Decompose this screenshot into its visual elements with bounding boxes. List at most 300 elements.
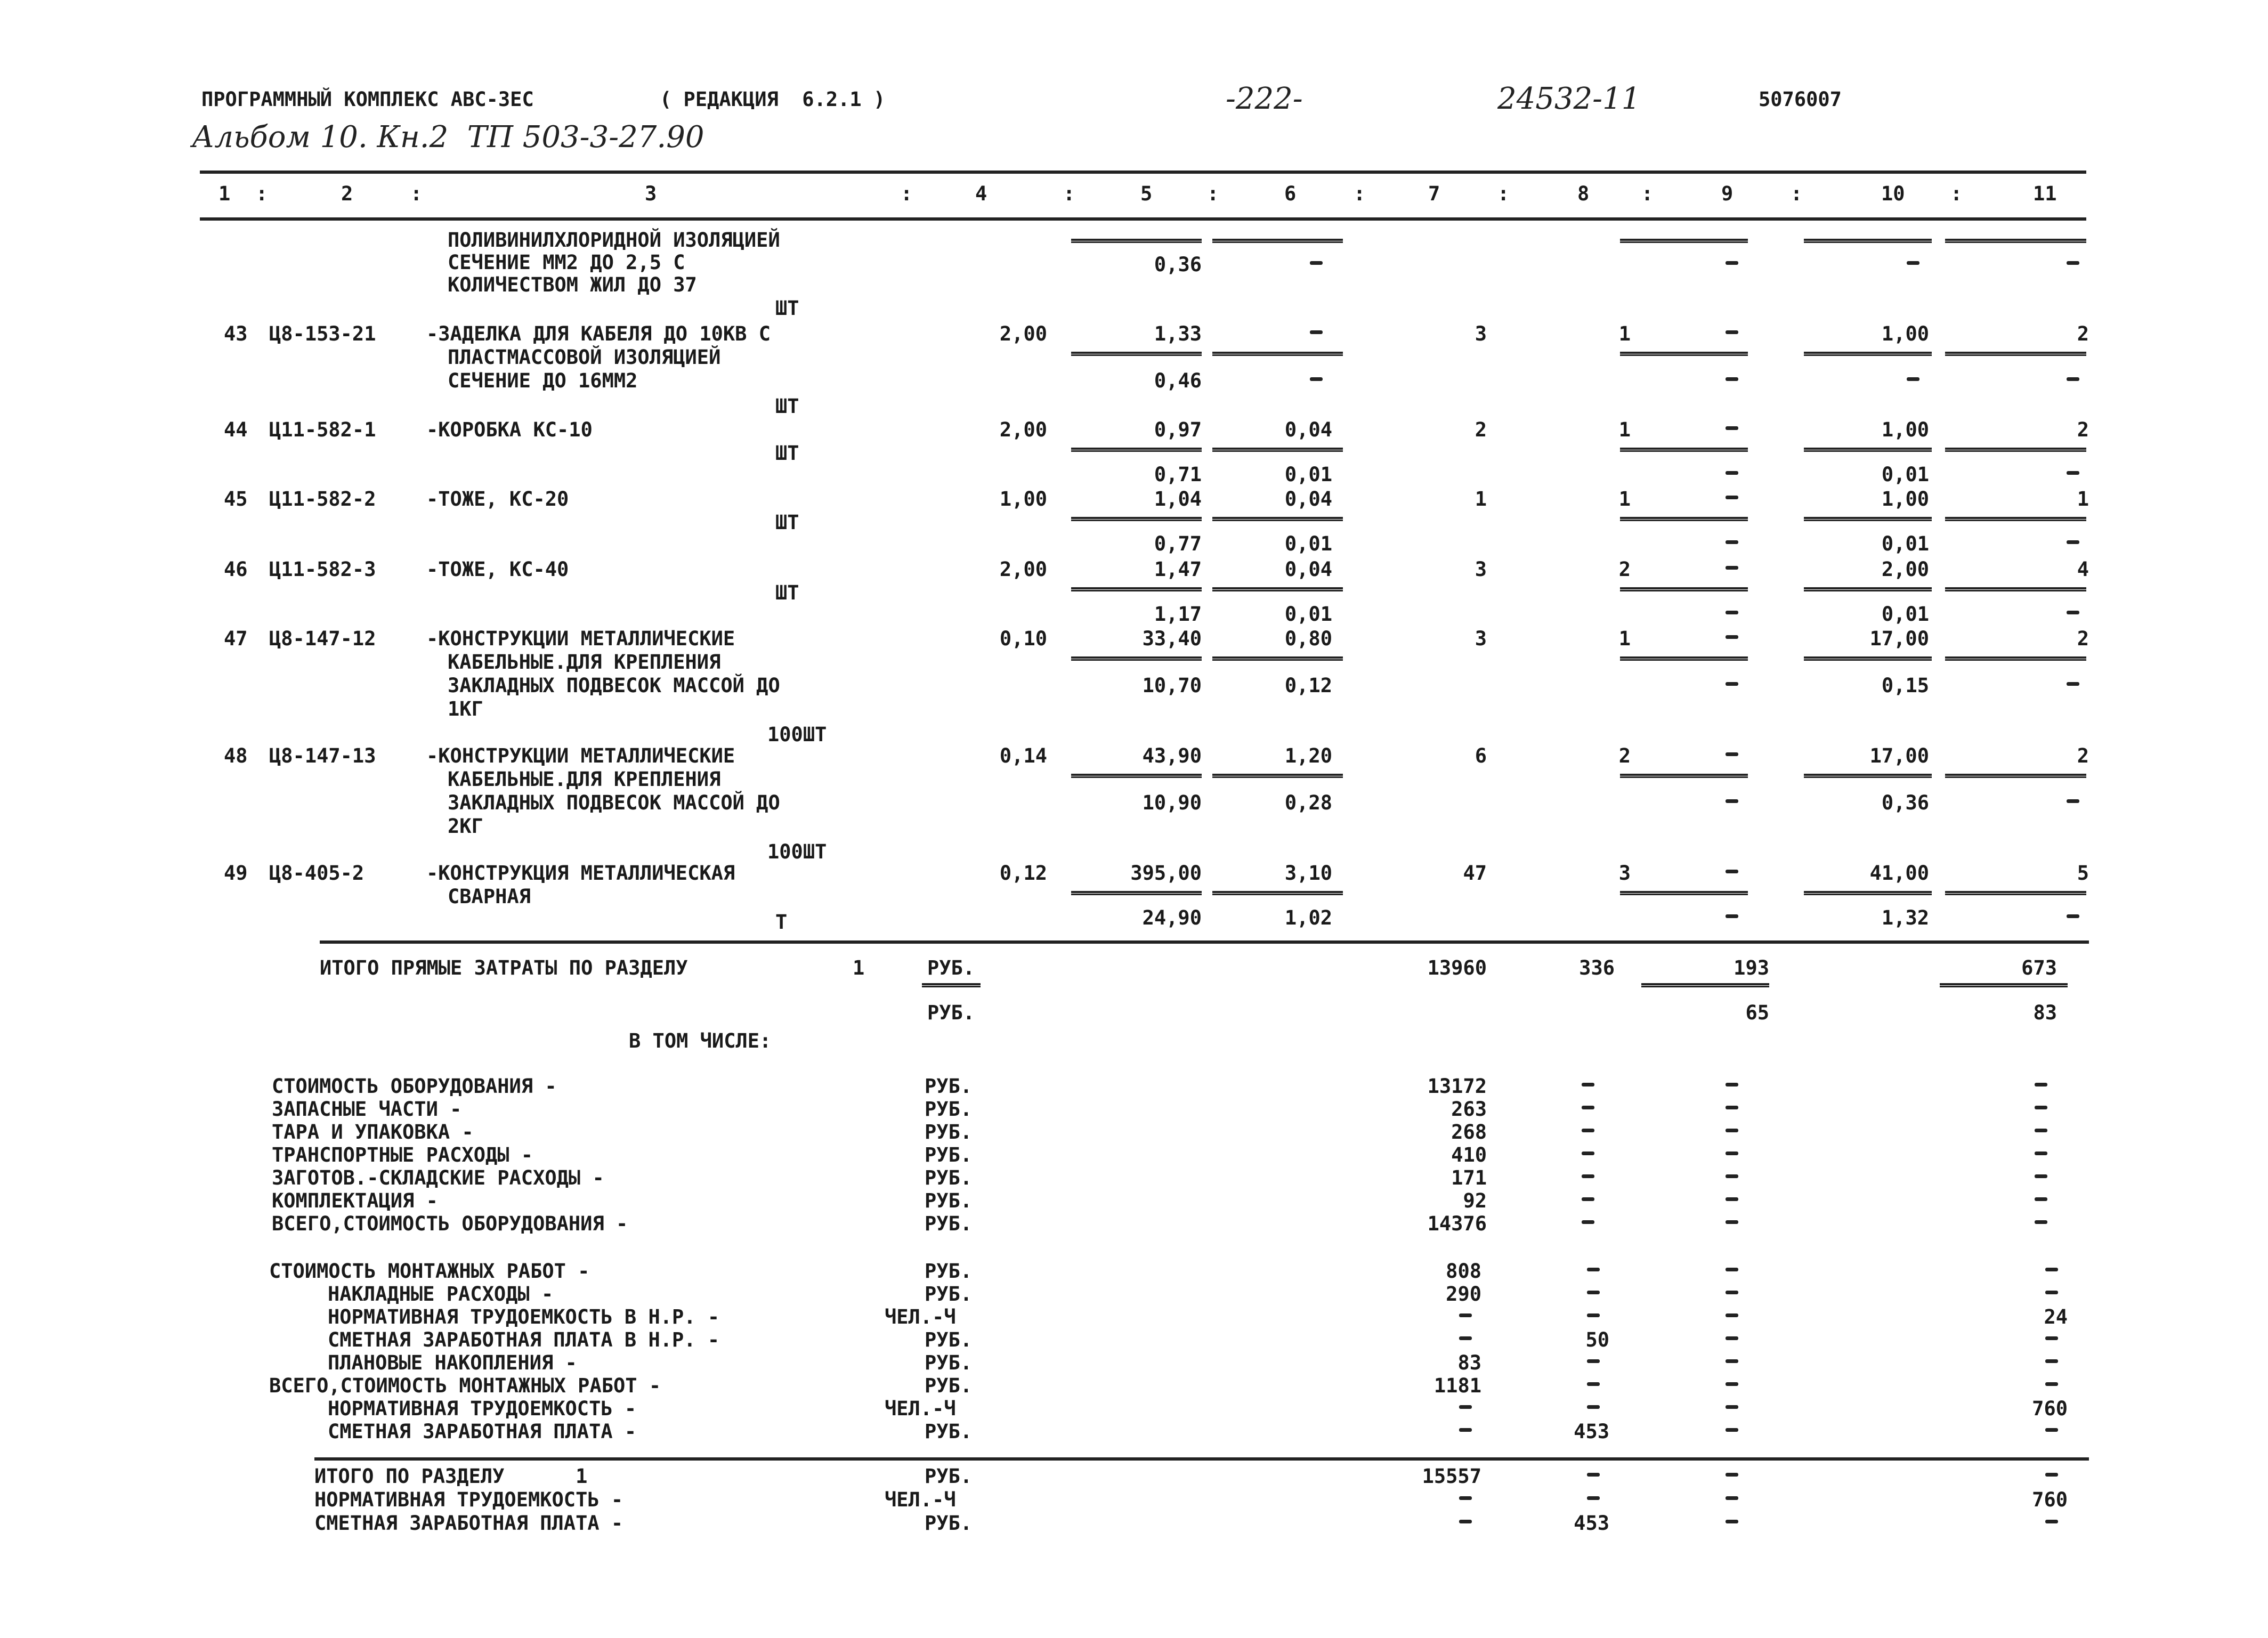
col7-value: 3 <box>1475 627 1487 650</box>
col6-secondary: 0,28 <box>1284 791 1332 814</box>
direct-costs-col9: 193 <box>1734 956 1769 979</box>
col11-dash <box>2035 1220 2047 1224</box>
installation-col8 <box>1587 1359 1600 1363</box>
col10-secondary: 0,15 <box>1881 674 1929 697</box>
value-rule <box>1945 448 2086 452</box>
equipment-label: ТРАНСПОРТНЫЕ РАСХОДЫ - <box>272 1144 533 1166</box>
col6-value: 0,04 <box>1284 418 1332 441</box>
row-code: Ц8-147-12 <box>269 627 376 650</box>
installation-unit: РУБ. <box>925 1283 973 1305</box>
equipment-label: ЗАПАСНЫЕ ЧАСТИ - <box>272 1098 462 1121</box>
installation-col7 <box>1459 1313 1472 1317</box>
value-rule <box>1071 891 1202 895</box>
col9-dash <box>1726 1174 1738 1178</box>
installation-col11 <box>2045 1268 2058 1271</box>
col10-secondary <box>1907 261 1919 265</box>
column-number: 5 <box>1140 182 1153 205</box>
col5-value: 43,90 <box>1142 744 1202 767</box>
installation-unit: РУБ. <box>925 1374 973 1397</box>
installation-unit: РУБ. <box>925 1260 973 1283</box>
equipment-unit: РУБ. <box>925 1098 973 1121</box>
col10-value: 17,00 <box>1869 627 1929 650</box>
row-number: 43 <box>224 322 248 345</box>
item-name-line: СВАРНАЯ <box>448 885 531 908</box>
item-name-line: ЗАКЛАДНЫХ ПОДВЕСОК МАССОЙ ДО <box>448 791 780 814</box>
value-rule <box>1620 239 1748 243</box>
value-rule <box>1804 656 1932 661</box>
col5-secondary: 0,46 <box>1154 369 1202 392</box>
equipment-col7: 268 <box>1451 1121 1487 1144</box>
col7-value: 6 <box>1475 744 1487 767</box>
item-name-line: ЗАКЛАДНЫХ ПОДВЕСОК МАССОЙ ДО <box>448 674 780 697</box>
column-separator: : <box>1950 182 1963 205</box>
value-rule <box>1945 352 2086 356</box>
column-number: 4 <box>975 182 987 205</box>
item-name-line: ПЛАСТМАССОВОЙ ИЗОЛЯЦИЕЙ <box>448 346 721 369</box>
item-unit: 100ШТ <box>767 723 827 746</box>
value-rule <box>1620 587 1748 591</box>
installation-col7: 83 <box>1457 1351 1481 1374</box>
item-name-line: -КОРОБКА КС-10 <box>426 418 593 441</box>
direct-costs-col9-b: 65 <box>1745 1001 1769 1024</box>
installation-col11 <box>2045 1382 2058 1386</box>
installation-label: ПЛАНОВЫЕ НАКОПЛЕНИЯ - <box>328 1351 577 1374</box>
section-total-col7 <box>1459 1520 1472 1523</box>
item-name-line: КАБЕЛЬНЫЕ.ДЛЯ КРЕПЛЕНИЯ <box>448 651 721 674</box>
col9-value <box>1726 635 1738 639</box>
value-rule <box>1945 774 2086 778</box>
col9-dash <box>1726 1268 1738 1271</box>
col11-secondary <box>2067 377 2079 381</box>
direct-costs-currency: РУБ. <box>927 956 975 979</box>
col8-value: 2 <box>1618 744 1631 767</box>
col9-value <box>1726 426 1738 430</box>
col9-dash <box>1726 1313 1738 1317</box>
col10-value: 1,00 <box>1881 418 1929 441</box>
document-number: 24532-11 <box>1497 82 1641 116</box>
col5-secondary: 10,90 <box>1142 791 1202 814</box>
value-rule <box>1212 352 1343 356</box>
value-rule <box>1945 517 2086 521</box>
equipment-col7: 263 <box>1451 1098 1487 1121</box>
col9-dash <box>1726 1106 1738 1109</box>
col11-value: 1 <box>2077 488 2089 510</box>
installation-col7 <box>1459 1336 1472 1340</box>
col11-value: 2 <box>2077 322 2089 345</box>
installation-col8: 50 <box>1585 1328 1609 1351</box>
col8-dash <box>1582 1174 1594 1178</box>
col11-dash <box>2035 1197 2047 1201</box>
column-separator: : <box>410 182 423 205</box>
value-rule <box>1212 774 1343 778</box>
col6-value <box>1310 330 1323 334</box>
item-name-line: КОЛИЧЕСТВОМ ЖИЛ ДО 37 <box>448 273 697 296</box>
section-total-col11: 760 <box>2032 1488 2068 1511</box>
col5-secondary: 24,90 <box>1142 906 1202 929</box>
column-number: 3 <box>645 182 657 205</box>
document-code: 5076007 <box>1759 88 1842 111</box>
value-rule <box>1212 587 1343 591</box>
item-name-line: 2КГ <box>448 815 483 838</box>
col9-secondary <box>1726 377 1738 381</box>
col11-secondary <box>2067 611 2079 614</box>
installation-unit: ЧЕЛ.-Ч <box>885 1305 956 1328</box>
installation-col7 <box>1459 1405 1472 1409</box>
value-rule <box>1804 239 1932 243</box>
equipment-label: КОМПЛЕКТАЦИЯ - <box>272 1189 438 1212</box>
col10-secondary: 0,01 <box>1881 603 1929 626</box>
col7-value: 3 <box>1475 558 1487 581</box>
installation-col11: 760 <box>2032 1397 2068 1420</box>
col8-dash <box>1582 1106 1594 1109</box>
qty-value: 2,00 <box>999 322 1047 345</box>
installation-unit: РУБ. <box>925 1420 973 1443</box>
col8-dash <box>1582 1220 1594 1224</box>
row-code: Ц8-405-2 <box>269 862 365 885</box>
value-rule <box>1804 352 1932 356</box>
col10-value: 1,00 <box>1881 488 1929 510</box>
value-rule <box>1620 891 1748 895</box>
section-total-unit: РУБ. <box>925 1512 973 1535</box>
col6-value: 3,10 <box>1284 862 1332 885</box>
value-rule <box>1071 517 1202 521</box>
column-separator: : <box>1063 182 1075 205</box>
col9-value <box>1726 566 1738 570</box>
item-unit: 100ШТ <box>767 840 827 863</box>
installation-col8 <box>1587 1268 1600 1271</box>
totals-top-rule <box>320 940 2089 944</box>
row-number: 47 <box>224 627 248 650</box>
section-total-col7: 15557 <box>1422 1465 1481 1488</box>
section-total-unit: ЧЕЛ.-Ч <box>885 1488 956 1511</box>
equipment-col7: 92 <box>1463 1189 1487 1212</box>
value-rule <box>1945 891 2086 895</box>
value-rule <box>1804 448 1932 452</box>
direct-costs-col8: 336 <box>1579 956 1615 979</box>
col5-value: 395,00 <box>1130 862 1202 885</box>
item-name-line: -ЗАДЕЛКА ДЛЯ КАБЕЛЯ ДО 10КВ С <box>426 322 771 345</box>
col8-value: 1 <box>1618 488 1631 510</box>
col9-value <box>1726 496 1738 499</box>
header-top-rule <box>200 171 2086 174</box>
item-name-line: КАБЕЛЬНЫЕ.ДЛЯ КРЕПЛЕНИЯ <box>448 768 721 791</box>
direct-costs-section: 1 <box>853 956 865 979</box>
col11-value: 2 <box>2077 627 2089 650</box>
installation-col8 <box>1587 1405 1600 1409</box>
col11-total-rule <box>1940 983 2068 987</box>
col11-secondary <box>2067 471 2079 475</box>
col11-secondary <box>2067 540 2079 544</box>
direct-costs-label: ИТОГО ПРЯМЫЕ ЗАТРАТЫ ПО РАЗДЕЛУ <box>320 956 688 979</box>
value-rule <box>1804 587 1932 591</box>
section-total-col8 <box>1587 1496 1600 1500</box>
col8-value: 2 <box>1618 558 1631 581</box>
item-name-line: -КОНСТРУКЦИИ МЕТАЛЛИЧЕСКИЕ <box>426 744 735 767</box>
equipment-unit: РУБ. <box>925 1075 973 1098</box>
installation-label: СТОИМОСТЬ МОНТАЖНЫХ РАБОТ - <box>269 1260 590 1283</box>
installation-label: НАКЛАДНЫЕ РАСХОДЫ - <box>328 1283 554 1305</box>
col9-value <box>1726 330 1738 334</box>
value-rule <box>1071 239 1202 243</box>
direct-costs-col11: 673 <box>2021 956 2057 979</box>
item-name-line: СЕЧЕНИЕ ММ2 ДО 2,5 С <box>448 251 685 274</box>
currency-underline <box>922 983 981 987</box>
value-rule <box>1071 774 1202 778</box>
col8-dash <box>1582 1197 1594 1201</box>
col11-value: 2 <box>2077 418 2089 441</box>
equipment-unit: РУБ. <box>925 1212 973 1235</box>
col8-value: 3 <box>1618 862 1631 885</box>
equipment-label: СТОИМОСТЬ ОБОРУДОВАНИЯ - <box>272 1075 557 1098</box>
installation-unit: РУБ. <box>925 1328 973 1351</box>
col9-secondary <box>1726 261 1738 265</box>
col7-value: 1 <box>1475 488 1487 510</box>
col11-secondary <box>2067 799 2079 803</box>
equipment-label: ЗАГОТОВ.-СКЛАДСКИЕ РАСХОДЫ - <box>272 1166 604 1189</box>
direct-costs-currency-2: РУБ. <box>927 1001 975 1024</box>
col11-dash <box>2035 1174 2047 1178</box>
installation-label: ВСЕГО,СТОИМОСТЬ МОНТАЖНЫХ РАБОТ - <box>269 1374 661 1397</box>
equipment-unit: РУБ. <box>925 1121 973 1144</box>
column-number: 9 <box>1721 182 1734 205</box>
row-code: Ц11-582-2 <box>269 488 376 510</box>
col9-dash <box>1726 1382 1738 1386</box>
value-rule <box>1620 517 1748 521</box>
col9-dash <box>1726 1405 1738 1409</box>
including-heading: В ТОМ ЧИСЛЕ: <box>629 1029 772 1052</box>
col6-value: 1,20 <box>1284 744 1332 767</box>
installation-col11 <box>2045 1291 2058 1294</box>
installation-label: СМЕТНАЯ ЗАРАБОТНАЯ ПЛАТА - <box>328 1420 637 1443</box>
column-number: 2 <box>341 182 353 205</box>
col9-value <box>1726 752 1738 756</box>
installation-col8: 453 <box>1574 1420 1609 1443</box>
section-total-col8 <box>1587 1473 1600 1477</box>
equipment-unit: РУБ. <box>925 1144 973 1166</box>
header-bottom-rule <box>200 217 2086 221</box>
col10-secondary: 0,01 <box>1881 532 1929 555</box>
col9-dash <box>1726 1129 1738 1132</box>
installation-unit: ЧЕЛ.-Ч <box>885 1397 956 1420</box>
col9-dash <box>1726 1220 1738 1224</box>
col11-secondary <box>2067 261 2079 265</box>
installation-col11: 24 <box>2044 1305 2068 1328</box>
program-title: ПРОГРАММНЫЙ КОМПЛЕКС АВС-3ЕС <box>201 88 534 111</box>
col9-value <box>1726 870 1738 873</box>
col9-dash <box>1726 1291 1738 1294</box>
col6-secondary: 0,01 <box>1284 532 1332 555</box>
qty-value: 2,00 <box>999 558 1047 581</box>
row-number: 45 <box>224 488 248 510</box>
installation-unit: РУБ. <box>925 1351 973 1374</box>
column-separator: : <box>1354 182 1366 205</box>
col9-secondary <box>1726 471 1738 475</box>
col8-value: 1 <box>1618 627 1631 650</box>
qty-value: 1,00 <box>999 488 1047 510</box>
value-rule <box>1620 448 1748 452</box>
value-rule <box>1071 352 1202 356</box>
item-name-line: -КОНСТРУКЦИИ МЕТАЛЛИЧЕСКИЕ <box>426 627 735 650</box>
col6-secondary: 1,02 <box>1284 906 1332 929</box>
installation-col7: 808 <box>1446 1260 1481 1283</box>
row-number: 49 <box>224 862 248 885</box>
column-separator: : <box>1207 182 1219 205</box>
equipment-label: ВСЕГО,СТОИМОСТЬ ОБОРУДОВАНИЯ - <box>272 1212 628 1235</box>
installation-col11 <box>2045 1428 2058 1432</box>
installation-col11 <box>2045 1336 2058 1340</box>
direct-costs-col11-b: 83 <box>2033 1001 2057 1024</box>
item-name-line: 1КГ <box>448 698 483 720</box>
page-number: -222- <box>1226 82 1303 116</box>
qty-value: 0,14 <box>999 744 1047 767</box>
row-code: Ц11-582-3 <box>269 558 376 581</box>
col9-dash <box>1726 1496 1738 1500</box>
col6-secondary <box>1310 261 1323 265</box>
col5-value: 0,97 <box>1154 418 1202 441</box>
column-number: 7 <box>1428 182 1440 205</box>
col11-secondary <box>2067 914 2079 918</box>
col11-value: 2 <box>2077 744 2089 767</box>
col5-secondary: 1,17 <box>1154 603 1202 626</box>
installation-col8 <box>1587 1313 1600 1317</box>
col5-value: 1,33 <box>1154 322 1202 345</box>
edition-label: ( РЕДАКЦИЯ 6.2.1 ) <box>660 88 886 111</box>
section-total-label: ИТОГО ПО РАЗДЕЛУ 1 <box>314 1465 588 1488</box>
value-rule <box>1620 656 1748 661</box>
col10-secondary <box>1907 377 1919 381</box>
value-rule <box>1945 656 2086 661</box>
value-rule <box>1212 239 1343 243</box>
item-name-line: СЕЧЕНИЕ ДО 16ММ2 <box>448 369 638 392</box>
equipment-unit: РУБ. <box>925 1189 973 1212</box>
installation-label: НОРМАТИВНАЯ ТРУДОЕМКОСТЬ - <box>328 1397 637 1420</box>
value-rule <box>1071 587 1202 591</box>
col11-value: 5 <box>2077 862 2089 885</box>
col10-value: 1,00 <box>1881 322 1929 345</box>
col6-value: 0,04 <box>1284 488 1332 510</box>
column-number: 11 <box>2033 182 2057 205</box>
equipment-col7: 171 <box>1451 1166 1487 1189</box>
column-number: 1 <box>218 182 231 205</box>
col10-value: 41,00 <box>1869 862 1929 885</box>
section-total-col11 <box>2045 1473 2058 1477</box>
equipment-unit: РУБ. <box>925 1166 973 1189</box>
equipment-col7: 410 <box>1451 1144 1487 1166</box>
col8-dash <box>1582 1083 1594 1086</box>
column-separator: : <box>1791 182 1803 205</box>
value-rule <box>1212 448 1343 452</box>
row-code: Ц8-147-13 <box>269 744 376 767</box>
section-total-unit: РУБ. <box>925 1465 973 1488</box>
col6-secondary <box>1310 377 1323 381</box>
section-total-label: НОРМАТИВНАЯ ТРУДОЕМКОСТЬ - <box>314 1488 623 1511</box>
section-total-rule <box>314 1457 2089 1461</box>
col7-value: 3 <box>1475 322 1487 345</box>
col9-secondary <box>1726 799 1738 803</box>
column-number: 6 <box>1284 182 1297 205</box>
col9-secondary <box>1726 914 1738 918</box>
col10-secondary: 0,36 <box>1881 791 1929 814</box>
qty-value: 0,10 <box>999 627 1047 650</box>
value-rule <box>1804 774 1932 778</box>
col8-value: 1 <box>1618 418 1631 441</box>
col9-secondary <box>1726 682 1738 686</box>
col5-value: 1,04 <box>1154 488 1202 510</box>
installation-label: НОРМАТИВНАЯ ТРУДОЕМКОСТЬ В Н.Р. - <box>328 1305 720 1328</box>
col5-secondary: 0,77 <box>1154 532 1202 555</box>
value-rule <box>1804 517 1932 521</box>
item-name-line: -ТОЖЕ, КС-40 <box>426 558 569 581</box>
installation-col7: 290 <box>1446 1283 1481 1305</box>
col7-value: 47 <box>1463 862 1487 885</box>
section-total-col7 <box>1459 1496 1472 1500</box>
col6-value: 0,80 <box>1284 627 1332 650</box>
equipment-col7: 14376 <box>1427 1212 1487 1235</box>
column-separator: : <box>1497 182 1510 205</box>
section-total-col11 <box>2045 1520 2058 1523</box>
col9-dash <box>1726 1473 1738 1477</box>
col7-value: 2 <box>1475 418 1487 441</box>
col9-dash <box>1726 1336 1738 1340</box>
section-total-col8: 453 <box>1574 1512 1609 1535</box>
value-rule <box>1620 352 1748 356</box>
col5-value: 33,40 <box>1142 627 1202 650</box>
direct-costs-col7: 13960 <box>1427 956 1487 979</box>
value-rule <box>1945 239 2086 243</box>
value-rule <box>1804 891 1932 895</box>
value-rule <box>1071 448 1202 452</box>
column-separator: : <box>901 182 913 205</box>
value-rule <box>1620 774 1748 778</box>
col8-value: 1 <box>1618 322 1631 345</box>
album-note: Альбом 10. Кн.2 ТП 503-3-27.90 <box>192 120 704 155</box>
col10-value: 17,00 <box>1869 744 1929 767</box>
col5-secondary: 0,36 <box>1154 253 1202 276</box>
installation-col7: 1181 <box>1433 1374 1481 1397</box>
installation-label: СМЕТНАЯ ЗАРАБОТНАЯ ПЛАТА В Н.Р. - <box>328 1328 720 1351</box>
qty-value: 2,00 <box>999 418 1047 441</box>
item-unit: ШТ <box>775 297 799 320</box>
col6-secondary: 0,01 <box>1284 463 1332 486</box>
value-rule <box>1071 656 1202 661</box>
col9-dash <box>1726 1359 1738 1363</box>
value-rule <box>1212 517 1343 521</box>
col9-dash <box>1726 1152 1738 1155</box>
col6-secondary: 0,12 <box>1284 674 1332 697</box>
column-separator: : <box>256 182 268 205</box>
col10-value: 2,00 <box>1881 558 1929 581</box>
col11-secondary <box>2067 682 2079 686</box>
col5-secondary: 0,71 <box>1154 463 1202 486</box>
item-unit: ШТ <box>775 395 799 418</box>
col10-secondary: 0,01 <box>1881 463 1929 486</box>
col5-value: 1,47 <box>1154 558 1202 581</box>
equipment-label: ТАРА И УПАКОВКА - <box>272 1121 474 1144</box>
equipment-col7: 13172 <box>1427 1075 1487 1098</box>
item-name-line: ПОЛИВИНИЛХЛОРИДНОЙ ИЗОЛЯЦИЕЙ <box>448 229 780 252</box>
col9-secondary <box>1726 540 1738 544</box>
row-number: 44 <box>224 418 248 441</box>
col6-value: 0,04 <box>1284 558 1332 581</box>
col8-dash <box>1582 1152 1594 1155</box>
installation-col8 <box>1587 1382 1600 1386</box>
item-name-line: -КОНСТРУКЦИЯ МЕТАЛЛИЧЕСКАЯ <box>426 862 735 885</box>
item-unit: Т <box>775 911 788 934</box>
col11-value: 4 <box>2077 558 2089 581</box>
row-number: 46 <box>224 558 248 581</box>
col9-total-rule <box>1641 983 1769 987</box>
item-unit: ШТ <box>775 511 799 534</box>
